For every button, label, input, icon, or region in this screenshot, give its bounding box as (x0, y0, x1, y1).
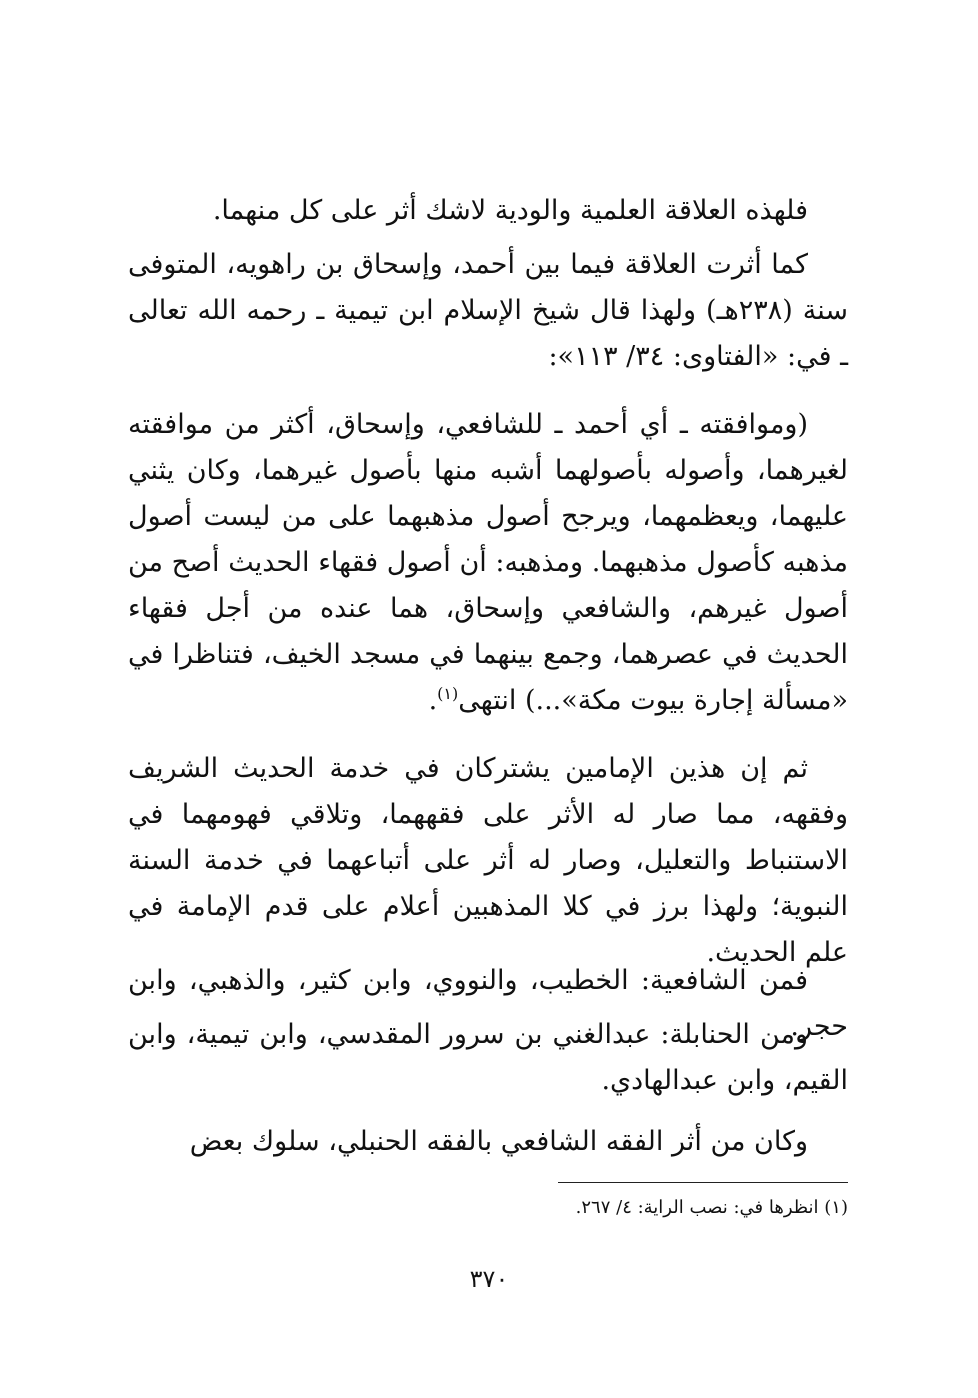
paragraph-7 (128, 1119, 848, 1165)
footnote-reference: (١) (437, 684, 459, 703)
paragraph-1-text: فلهذه العلاقة العلمية والودية لاشك أثر على كل منهما. (212, 195, 808, 226)
page-number: ٣٧٠ (469, 1265, 509, 1293)
paragraph-2-text: كما أثرت العلاقة فيما بين أحمد، وإسحاق بن راهويه، المتوفى سنة (٢٣٨هـ) ولهذا قال شيخ الإسلام ابن تيمية ـ رحمه الله تعالى ـ في: «الفتاوى: ٣٤/ ١١٣»: (128, 249, 848, 372)
footnote-divider (558, 1182, 848, 1183)
paragraph-3-end: . (428, 685, 438, 716)
footnote: (١) انظرها في: نصب الراية: ٤/ ٢٦٧. (575, 1197, 848, 1218)
paragraph-4 (128, 746, 848, 976)
paragraph-6-text: ومن الحنابلة: عبدالغني بن سرور المقدسي، وابن تيمية، وابن القيم، وابن عبدالهادي. (128, 1019, 848, 1096)
paragraph-3-quote (128, 402, 848, 724)
paragraph-7-text: وكان من أثر الفقه الشافعي بالفقه الحنبلي، سلوك بعض (189, 1126, 808, 1157)
paragraph-4-text: ثم إن هذين الإمامين يشتركان في خدمة الحديث الشريف وفقهه، مما صار له الأثر على فقههما، وتلاقي فهومهما في الاستنباط والتعليل، وصار له أثر على أتباعهما في خدمة السنة النبوية؛ ولهذا برز في كلا المذهبين أعلام على قدم الإمامة في علم الحديث. (128, 753, 848, 968)
paragraph-5-text: فمن الشافعية: الخطيب، والنووي، وابن كثير، والذهبي، وابن حجر. (128, 965, 848, 1042)
paragraph-2 (128, 242, 848, 380)
paragraph-3-text: (وموافقته ـ أي أحمد ـ للشافعي، وإسحاق، أكثر من موافقته لغيرهما، وأصوله بأصولهما أشبه منها بأصول غيرهما، وكان يثني عليهما، ويعظمهما، ويرجح أصول مذهبهما على من ليست أصول مذهبه كأصول مذهبهما. ومذهبه: أن أصول فقهاء الحديث أصح من أصول غيرهم، والشافعي وإسحاق، هما عنده من أجل فقهاء الحديث في عصرهما، وجمع بينهما في مسجد الخيف، فتناظرا في «مسألة إجارة بيوت مكة»...) انتهى (128, 409, 848, 716)
paragraph-1 (128, 188, 848, 234)
paragraph-6 (128, 1012, 848, 1104)
